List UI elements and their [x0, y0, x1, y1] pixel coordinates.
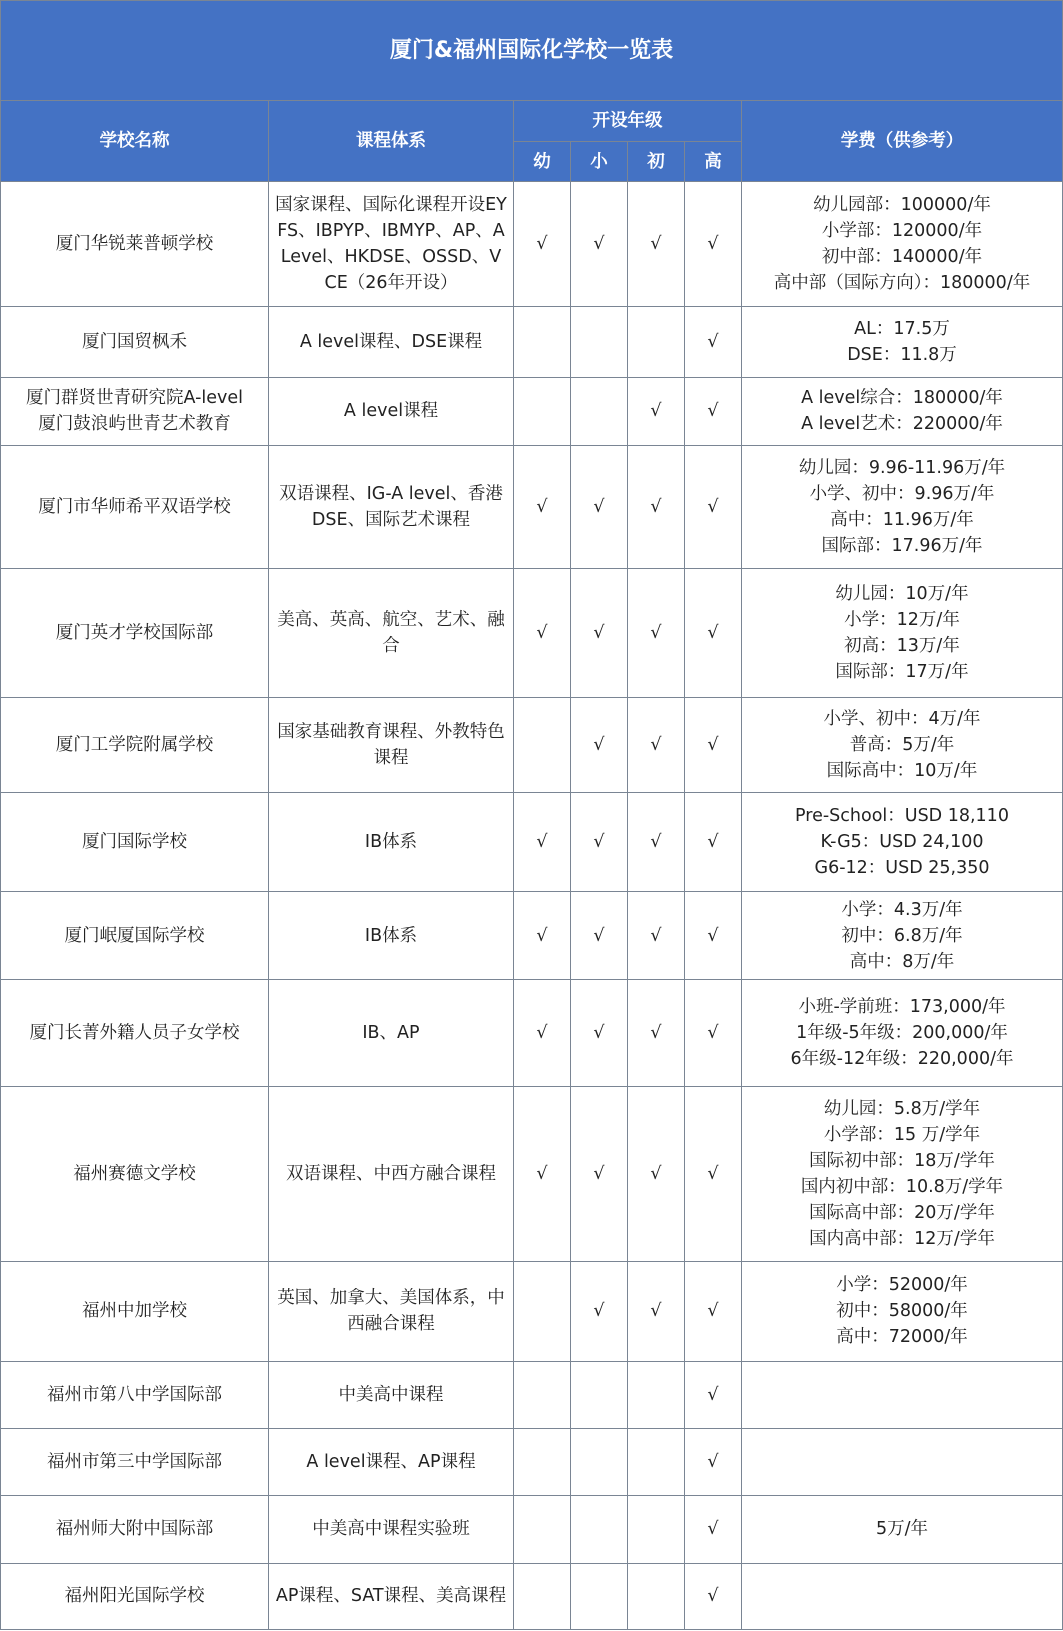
grade-high-cell: √: [685, 1087, 742, 1261]
grade-kindergarten-cell: [514, 1361, 571, 1428]
table-header: [1, 1, 1063, 182]
table-row: [1, 182, 1063, 307]
tuition-cell: 幼儿园：5.8万/学年 小学部：15 万/学年 国际初中部：18万/学年 国内初中部：10.8万/学年 国际高中部：20万/学年 国内高中部：12万/学年: [742, 1087, 1063, 1261]
grade-middle-cell: √: [628, 182, 685, 307]
grade-middle-cell: [628, 1496, 685, 1563]
curriculum-cell: 双语课程、IG-A level、香港DSE、国际艺术课程: [269, 446, 514, 569]
grade-middle-cell: √: [628, 1087, 685, 1261]
grade-kindergarten-cell: √: [514, 569, 571, 697]
grade-primary-cell: [571, 377, 628, 445]
table-row: [1, 569, 1063, 697]
grade-primary-cell: √: [571, 980, 628, 1087]
header-grade-middle: 初: [628, 142, 685, 182]
grade-high-cell: √: [685, 697, 742, 792]
grade-middle-cell: √: [628, 446, 685, 569]
grade-high-cell: √: [685, 446, 742, 569]
curriculum-cell: 美高、英高、航空、艺术、融合: [269, 569, 514, 697]
grade-high-cell: √: [685, 569, 742, 697]
tuition-cell: [742, 1361, 1063, 1428]
header-grade-high: 高: [685, 142, 742, 182]
grade-high-cell: √: [685, 307, 742, 377]
school-name-cell: 厦门国际学校: [1, 792, 269, 891]
grade-high-cell: √: [685, 1429, 742, 1496]
grade-middle-cell: √: [628, 980, 685, 1087]
table-row: [1, 792, 1063, 891]
tuition-cell: 5万/年: [742, 1496, 1063, 1563]
table-row: [1, 1087, 1063, 1261]
tuition-cell: AL：17.5万 DSE：11.8万: [742, 307, 1063, 377]
header-grades: 开设年级: [514, 101, 742, 142]
curriculum-cell: AP课程、SAT课程、美高课程: [269, 1563, 514, 1629]
tuition-cell: [742, 1563, 1063, 1629]
grade-primary-cell: [571, 1361, 628, 1428]
grade-high-cell: √: [685, 891, 742, 980]
school-name-cell: 厦门岷厦国际学校: [1, 891, 269, 980]
tuition-cell: A level综合：180000/年 A level艺术：220000/年: [742, 377, 1063, 445]
header-tuition: 学费（供参考）: [742, 101, 1063, 182]
page-title: 厦门&福州国际化学校一览表: [1, 1, 1063, 101]
grade-middle-cell: [628, 1361, 685, 1428]
curriculum-cell: 英国、加拿大、美国体系，中西融合课程: [269, 1261, 514, 1361]
school-name-cell: 厦门国贸枫禾: [1, 307, 269, 377]
curriculum-cell: A level课程: [269, 377, 514, 445]
grade-middle-cell: √: [628, 792, 685, 891]
grade-primary-cell: √: [571, 569, 628, 697]
grade-kindergarten-cell: [514, 307, 571, 377]
school-name-cell: 福州市第八中学国际部: [1, 1361, 269, 1428]
grade-kindergarten-cell: √: [514, 1087, 571, 1261]
grade-high-cell: √: [685, 182, 742, 307]
table-row: [1, 697, 1063, 792]
grade-middle-cell: [628, 1563, 685, 1629]
school-name-cell: 福州阳光国际学校: [1, 1563, 269, 1629]
table-row: [1, 1361, 1063, 1428]
tuition-cell: 小学：52000/年 初中：58000/年 高中：72000/年: [742, 1261, 1063, 1361]
grade-primary-cell: [571, 1496, 628, 1563]
grade-middle-cell: √: [628, 891, 685, 980]
tuition-cell: 小学、初中：4万/年 普高：5万/年 国际高中：10万/年: [742, 697, 1063, 792]
grade-primary-cell: √: [571, 1261, 628, 1361]
grade-kindergarten-cell: √: [514, 891, 571, 980]
grade-kindergarten-cell: [514, 1563, 571, 1629]
curriculum-cell: 国家基础教育课程、外教特色课程: [269, 697, 514, 792]
table-row: [1, 1496, 1063, 1563]
grade-primary-cell: [571, 1429, 628, 1496]
curriculum-cell: A level课程、DSE课程: [269, 307, 514, 377]
curriculum-cell: IB、AP: [269, 980, 514, 1087]
header-grade-kindergarten: 幼: [514, 142, 571, 182]
grade-middle-cell: [628, 307, 685, 377]
curriculum-cell: A level课程、AP课程: [269, 1429, 514, 1496]
header-curriculum: 课程体系: [269, 101, 514, 182]
grade-middle-cell: [628, 1429, 685, 1496]
grade-high-cell: √: [685, 1261, 742, 1361]
table-row: [1, 891, 1063, 980]
grade-high-cell: √: [685, 1563, 742, 1629]
grade-kindergarten-cell: [514, 1496, 571, 1563]
school-name-cell: 厦门工学院附属学校: [1, 697, 269, 792]
grade-middle-cell: √: [628, 569, 685, 697]
curriculum-cell: 国家课程、国际化课程开设EYFS、IBPYP、IBMYP、AP、ALevel、HKDSE、OSSD、VCE（26年开设）: [269, 182, 514, 307]
tuition-cell: Pre-School：USD 18,110 K-G5：USD 24,100 G6-12：USD 25,350: [742, 792, 1063, 891]
grade-primary-cell: √: [571, 792, 628, 891]
table-row: [1, 1429, 1063, 1496]
grade-primary-cell: √: [571, 891, 628, 980]
grade-kindergarten-cell: √: [514, 182, 571, 307]
school-name-cell: 厦门市华师希平双语学校: [1, 446, 269, 569]
table-row: [1, 980, 1063, 1087]
grade-kindergarten-cell: √: [514, 446, 571, 569]
grade-high-cell: √: [685, 980, 742, 1087]
tuition-cell: 小学：4.3万/年 初中：6.8万/年 高中：8万/年: [742, 891, 1063, 980]
tuition-cell: 幼儿园：10万/年 小学：12万/年 初高：13万/年 国际部：17万/年: [742, 569, 1063, 697]
table-body: [1, 182, 1063, 1630]
table-row: [1, 446, 1063, 569]
school-name-cell: 厦门长菁外籍人员子女学校: [1, 980, 269, 1087]
curriculum-cell: IB体系: [269, 891, 514, 980]
school-name-cell: 福州赛德文学校: [1, 1087, 269, 1261]
tuition-cell: [742, 1429, 1063, 1496]
school-name-cell: 福州中加学校: [1, 1261, 269, 1361]
grade-primary-cell: √: [571, 1087, 628, 1261]
table-row: [1, 1261, 1063, 1361]
tuition-cell: 小班-学前班：173,000/年 1年级-5年级：200,000/年 6年级-12年级：220,000/年: [742, 980, 1063, 1087]
school-name-cell: 厦门华锐莱普顿学校: [1, 182, 269, 307]
table-row: [1, 307, 1063, 377]
school-name-cell: 福州市第三中学国际部: [1, 1429, 269, 1496]
curriculum-cell: 中美高中课程: [269, 1361, 514, 1428]
grade-middle-cell: √: [628, 377, 685, 445]
grade-kindergarten-cell: [514, 1429, 571, 1496]
header-grade-primary: 小: [571, 142, 628, 182]
grade-primary-cell: √: [571, 697, 628, 792]
grade-middle-cell: √: [628, 697, 685, 792]
grade-primary-cell: [571, 307, 628, 377]
grade-primary-cell: √: [571, 182, 628, 307]
tuition-cell: 幼儿园部：100000/年 小学部：120000/年 初中部：140000/年 高中部（国际方向）：180000/年: [742, 182, 1063, 307]
grade-high-cell: √: [685, 1496, 742, 1563]
grade-high-cell: √: [685, 377, 742, 445]
grade-high-cell: √: [685, 1361, 742, 1428]
school-name-cell: 厦门群贤世青研究院A-level 厦门鼓浪屿世青艺术教育: [1, 377, 269, 445]
header-school-name: 学校名称: [1, 101, 269, 182]
tuition-cell: 幼儿园：9.96-11.96万/年 小学、初中：9.96万/年 高中：11.96万/年 国际部：17.96万/年: [742, 446, 1063, 569]
table-row: [1, 377, 1063, 445]
grade-high-cell: √: [685, 792, 742, 891]
school-name-cell: 厦门英才学校国际部: [1, 569, 269, 697]
grade-primary-cell: [571, 1563, 628, 1629]
grade-middle-cell: √: [628, 1261, 685, 1361]
grade-primary-cell: √: [571, 446, 628, 569]
curriculum-cell: IB体系: [269, 792, 514, 891]
grade-kindergarten-cell: √: [514, 792, 571, 891]
grade-kindergarten-cell: √: [514, 980, 571, 1087]
curriculum-cell: 中美高中课程实验班: [269, 1496, 514, 1563]
curriculum-cell: 双语课程、中西方融合课程: [269, 1087, 514, 1261]
table-row: [1, 1563, 1063, 1629]
grade-kindergarten-cell: [514, 697, 571, 792]
school-name-cell: 福州师大附中国际部: [1, 1496, 269, 1563]
grade-kindergarten-cell: [514, 1261, 571, 1361]
grade-kindergarten-cell: [514, 377, 571, 445]
